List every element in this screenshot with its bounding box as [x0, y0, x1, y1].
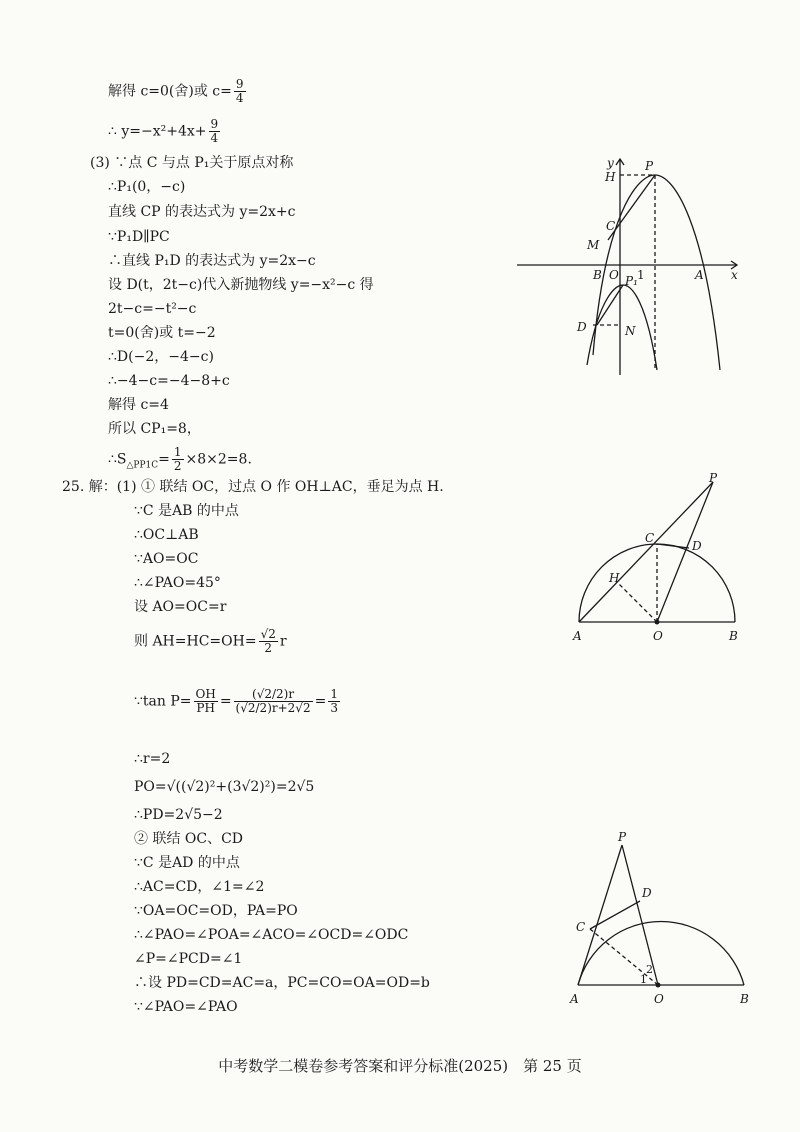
label-h: H: [609, 571, 620, 585]
text-line: ∴−4−c=−4−8+c: [108, 373, 230, 389]
label-o: O: [653, 629, 663, 643]
text-line: 则 AH=HC=OH= $\frac{√2}{2}$ r: [134, 627, 287, 655]
point-o: [656, 983, 661, 988]
text-line: ∵C 是AD 的中点: [134, 855, 240, 871]
text-line: ∠P=∠PCD=∠1: [134, 951, 243, 967]
label-d: D: [642, 886, 652, 900]
parabola-lower: [587, 285, 657, 370]
label-d: D: [577, 320, 587, 334]
text-line: PO=√((√2)²+(3√2)²)=2√5: [134, 779, 315, 795]
text-line: 解得 c=0(舍)或 c= $\frac{9}{4}$: [108, 77, 244, 105]
figure-parabola: [515, 155, 745, 380]
dash-oc: [590, 929, 658, 985]
label-d: D: [692, 539, 702, 553]
fraction: $\frac{OH}{PH}$: [195, 687, 216, 715]
text-line: ∴AC=CD，∠1=∠2: [134, 879, 265, 895]
label-one: 1: [637, 268, 645, 282]
text-line: ∴OC⊥AB: [134, 527, 199, 543]
fraction: $\frac{9}{4}$: [235, 77, 244, 105]
label-p: P: [709, 471, 718, 485]
text-line: ∴r=2: [134, 751, 171, 767]
point-o: [655, 620, 660, 625]
label-a: A: [695, 268, 704, 282]
fraction: $\frac{1}{2}$: [173, 445, 182, 473]
text-line: ∵tan P= $\frac{OH}{PH}$ = $\frac{(√2/2)r}{(√2/2)r+2√2}$ = $\frac{1}{3}$: [134, 687, 338, 715]
text-line: ∵C 是AB 的中点: [134, 503, 239, 519]
label-c: C: [606, 219, 616, 233]
line-op: [657, 482, 713, 622]
text-line: 设 D(t，2t−c)代入新抛物线 y=−x²−c 得: [108, 277, 374, 293]
label-o: O: [609, 268, 619, 282]
line-cd: [657, 544, 689, 548]
text-line: 解得 c=4: [108, 397, 169, 413]
line-cd: [590, 901, 640, 929]
semicircle-arc: [578, 922, 744, 985]
text-line: 所以 CP₁=8，: [108, 421, 201, 437]
text-line: ∵OA=OC=OD，PA=PO: [134, 903, 298, 919]
text-line: ∵∠PAO=∠PAO: [134, 999, 238, 1015]
text-line: 直线 CP 的表达式为 y=2x+c: [108, 204, 296, 220]
label-h: H: [605, 170, 616, 184]
label-n: N: [625, 324, 636, 338]
label-p: P: [645, 159, 654, 173]
fraction: $\frac{√2}{2}$: [260, 627, 276, 655]
dash-oh: [618, 583, 657, 622]
text-line: ∴直线 P₁D 的表达式为 y=2x−c: [108, 253, 316, 269]
fraction: $\frac{9}{4}$: [210, 117, 219, 145]
text-line: (3) ∵点 C 与点 P₁关于原点对称: [90, 155, 294, 171]
label-angle-1: 1: [640, 973, 647, 986]
fraction: $\frac{(√2/2)r}{(√2/2)r+2√2}$: [235, 687, 311, 715]
figure-semicircle-1: [565, 470, 765, 650]
label-a: A: [573, 629, 582, 643]
label-b: B: [740, 992, 749, 1006]
text-line: ∵AO=OC: [134, 551, 199, 567]
label-m: M: [587, 238, 600, 252]
figure-semicircle-2: [560, 825, 760, 1010]
text-line: ∴P₁(0，−c): [108, 179, 186, 195]
page-footer: 中考数学二模卷参考答案和评分标准(2025) 第 25 页: [218, 1057, 582, 1075]
label-a: A: [570, 992, 579, 1006]
label-c: C: [645, 531, 655, 545]
text-line: 25. 解：(1) ① 联结 OC，过点 O 作 OH⊥AC，垂足为点 H.: [62, 479, 444, 495]
label-angle-2: 2: [646, 963, 653, 976]
text-line: 2t−c=−t²−c: [108, 301, 197, 317]
fraction: $\frac{1}{3}$: [330, 687, 338, 715]
text-line: ∴D(−2，−4−c): [108, 349, 214, 365]
text-line: ∴∠PAO=∠POA=∠ACO=∠OCD=∠ODC: [134, 927, 409, 943]
text-line: ∵P₁D∥PC: [108, 229, 170, 245]
text-line: ∴PD=2√5−2: [134, 807, 223, 823]
text-line: t=0(舍)或 t=−2: [108, 325, 216, 341]
text-line: ∴ y=−x²+4x+ $\frac{9}{4}$: [108, 117, 219, 145]
label-p1: P₁: [625, 274, 638, 288]
text-line: ∴∠PAO=45°: [134, 575, 221, 591]
label-y: y: [607, 156, 614, 170]
text-line: $\therefore S_{\triangle PP1C}=$ $\frac{1}{2}$ ×8×2=8.: [108, 445, 252, 473]
text-line: ∴设 PD=CD=AC=a，PC=CO=OA=OD=b: [134, 975, 430, 991]
label-o: O: [654, 992, 664, 1006]
text-line: ② 联结 OC、CD: [134, 831, 244, 847]
label-p: P: [618, 830, 627, 844]
label-b: B: [729, 629, 738, 643]
label-c: C: [576, 920, 586, 934]
label-b: B: [593, 268, 602, 282]
text-line: 设 AO=OC=r: [134, 599, 227, 615]
label-x: x: [731, 268, 738, 282]
